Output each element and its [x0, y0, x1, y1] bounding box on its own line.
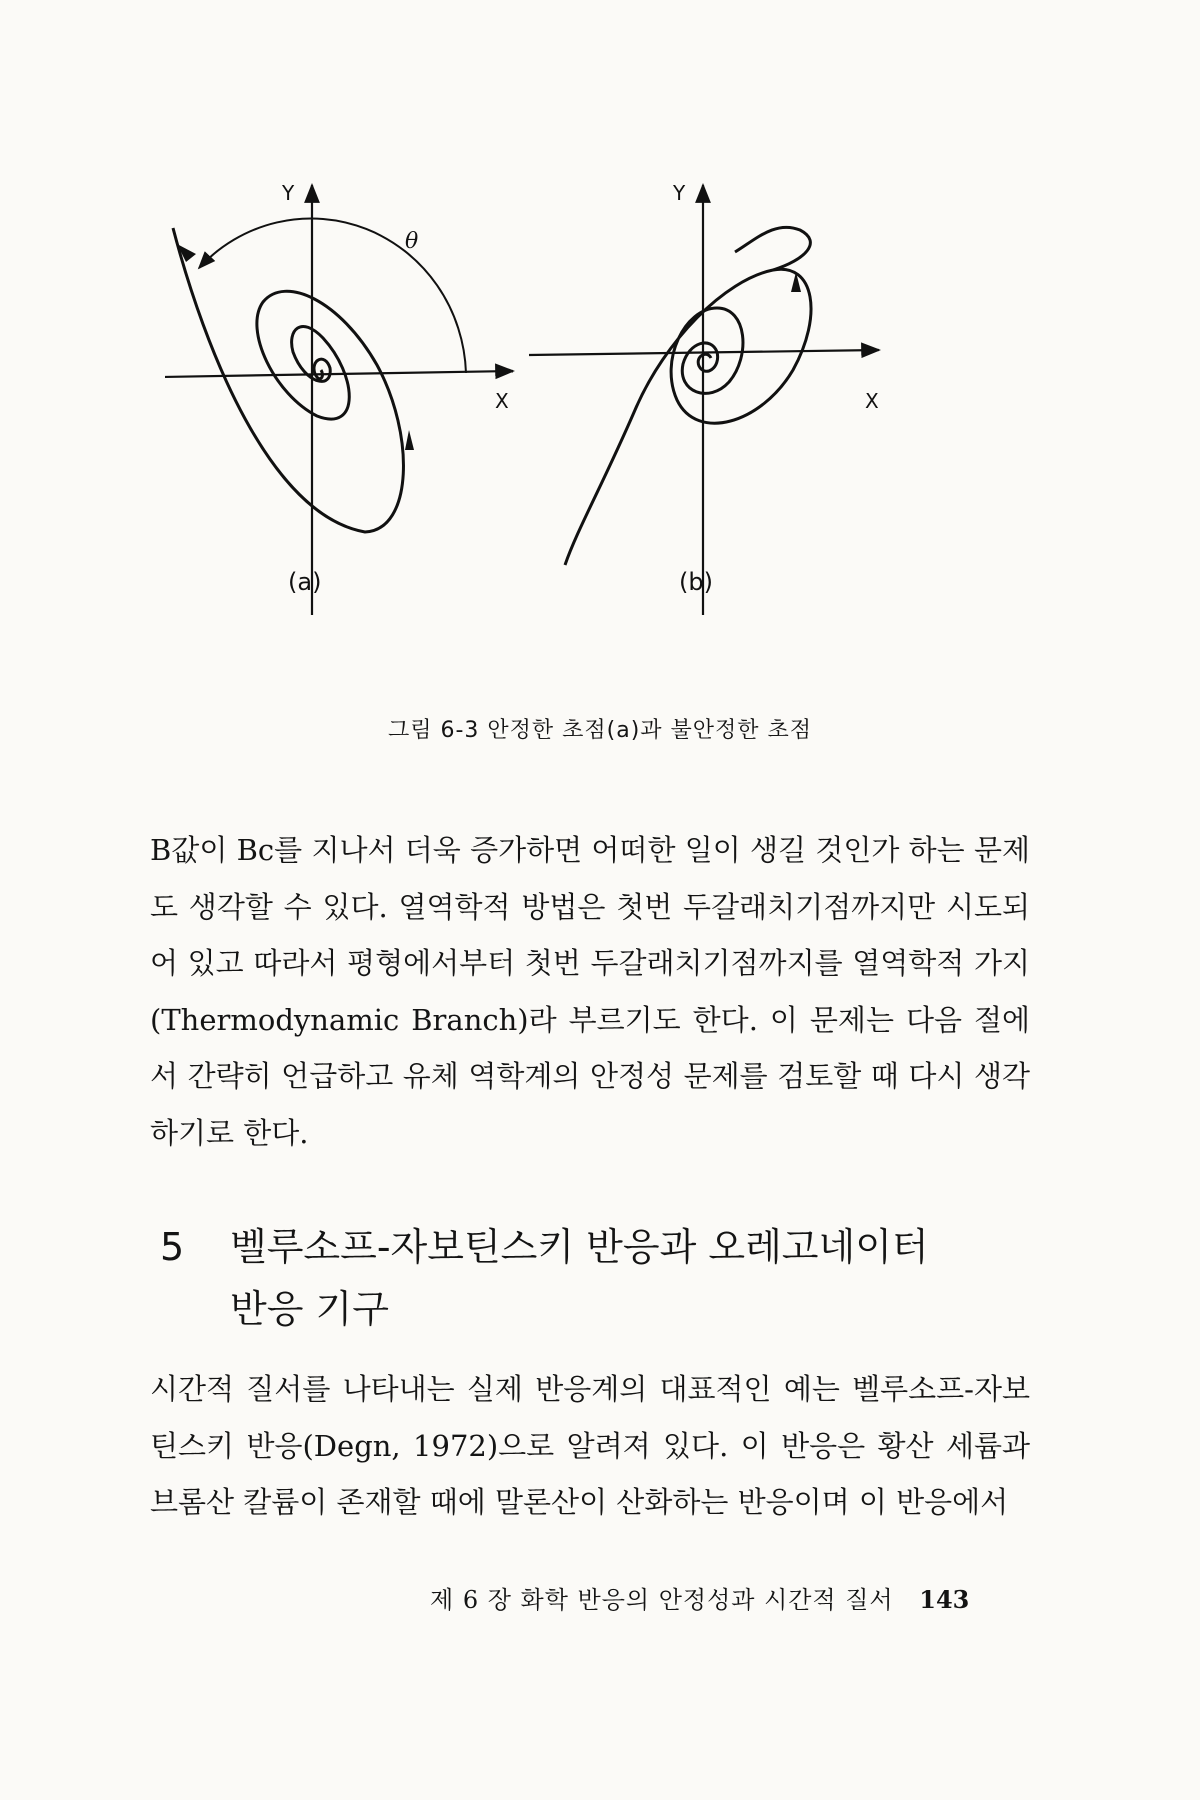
- panel-a-x-label: X: [495, 389, 509, 413]
- panel-b-unstable-focus: [529, 181, 879, 615]
- page-number: 143: [919, 1585, 970, 1614]
- panel-b-spiral-trajectory: [565, 227, 811, 565]
- panel-b-y-label: Y: [673, 181, 686, 205]
- footer-chapter-title: 제 6 장 화학 반응의 안정성과 시간적 질서: [430, 1586, 894, 1614]
- panel-a-spiral-trajectory: [173, 228, 403, 532]
- paragraph-bz-reaction: 시간적 질서를 나타내는 실제 반응계의 대표적인 예는 벨루소프-자보틴스키 반응(Degn, 1972)으로 알려져 있다. 이 반응은 황산 세륨과 브롬산 칼륨이 존재할 때에 말론산이 산화하는 반응이며 이 반응에서: [150, 1372, 1030, 1519]
- panel-a-label: (a): [288, 568, 322, 596]
- panel-b-spiral-outer: [565, 217, 845, 510]
- paragraph-thermodynamic-branch: B값이 Bc를 지나서 더욱 증가하면 어떠한 일이 생길 것인가 하는 문제도 생각할 수 있다. 열역학적 방법은 첫번 두갈래치기점까지만 시도되어 있고 따라서 평형에서부터 첫번 두갈래치기점까지를 열역학적 가지(Thermodynamic Branch)라 부르기도 한다. 이 문제는 다음 절에서 간략히 언급하고 유체 역학계의 안정성 문제를 검토할 때 다시 생각하기로 한다.: [150, 833, 1030, 1150]
- panel-a-x-axis: [165, 371, 513, 377]
- panel-b-x-label: X: [865, 389, 879, 413]
- panel-a-trajectory-arrow-right: [405, 430, 414, 450]
- figure-6-3-svg: [165, 180, 1045, 700]
- figure-6-3: [165, 180, 1045, 700]
- figure-caption: 그림 6-3 안정한 초점(a)과 불안정한 초점: [387, 718, 813, 743]
- panel-b-label: (b): [679, 568, 713, 596]
- running-footer: [430, 1580, 1000, 1615]
- panel-a-stable-focus: [165, 181, 513, 615]
- section-number: 5: [160, 1225, 185, 1269]
- panel-a-theta-label: θ: [405, 229, 419, 254]
- section-title: 벨루소프-자보틴스키 반응과 오레고네이터 반응 기구: [230, 1225, 929, 1331]
- panel-a-y-label: Y: [282, 181, 295, 205]
